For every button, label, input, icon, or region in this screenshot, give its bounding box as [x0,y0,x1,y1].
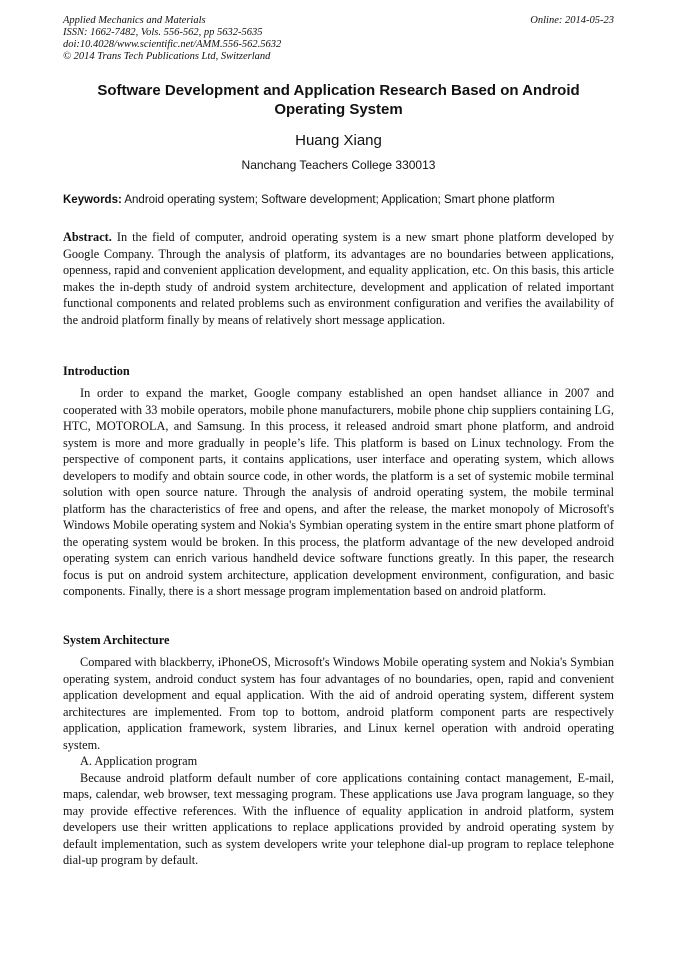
journal-name: Applied Mechanics and Materials [63,15,206,26]
system-architecture-section [63,654,614,869]
introduction-paragraph: In order to expand the market, Google company established an open handset alliance in 2007 and cooperated with 33 mobile operators, mobile phone manufacturers, mobile phone chip suppliers containing LG, HTC, MOTOROLA, and Samsung. In this process, it released android smart phone platform, and android system is more and more gradually in people’s life. This platform is based on Linux technology. From the perspective of component parts, it contains applications, user interface and operating system, which allows developers to modify and obtain source code, in other words, the platform is a set of systemic mobile terminal solution with open source nature. Through the analysis of android operating system, the mobile terminal platform has the characteristics of free and opens, and after the release, the market monopoly of Microsoft's Windows Mobile operating system and Nokia's Symbian operating system in the entire smart phone platform of the operating system would be broken. In this process, the platform advantage of the new developed android operating system can enrich various handheld device software functions greatly. In this paper, the research focus is put on android system architecture, application development environment, configuration, and basic components. Finally, there is a short message program implementation based on android platform. [63,386,614,598]
journal-header [63,15,463,63]
author-name: Huang Xiang [295,132,382,149]
abstract-section [63,229,614,328]
online-date: Online: 2014-05-23 [530,15,614,26]
abstract-text: In the field of computer, android operating system is a new smart phone platform developed by Google Company. Through the analysis of platform, its advantages are no boundaries between applications, openness, rapid and convenient application development, and equality application, etc. On this basis, this article makes the in-depth study of android system architecture, development and application of related important functional components and related problems such as environment configuration and verifies the availability of the android platform finally by means of relatively short message application. [63,230,614,327]
author-affiliation: Nanchang Teachers College 330013 [241,158,436,172]
keywords-text: Android operating system; Software development; Application; Smart phone platform [124,194,555,206]
doi-line: doi:10.4028/www.scientific.net/AMM.556-562.5632 [63,39,282,50]
keywords-line [63,193,623,208]
issn-line: ISSN: 1662-7482, Vols. 556-562, pp 5632-5635 [63,27,263,38]
keywords-label: Keywords: [63,194,122,206]
introduction-section [63,385,614,600]
copyright-line: © 2014 Trans Tech Publications Ltd, Switzerland [63,51,271,62]
application-program-subheading: A. Application program [80,754,198,768]
system-architecture-paragraph-1: Compared with blackberry, iPhoneOS, Microsoft's Windows Mobile operating system and Nokia's Symbian operating system, android conduct system has four advantages of no boundaries, open, rapid and convenient application development and equal application. With the aid of android operating system, different system architectures are implemented. From top to bottom, android platform component parts are respectively application, application framework, system libraries, and Linux kernel operation with android operating system. [63,655,614,752]
system-architecture-paragraph-2: Because android platform default number of core applications containing contact management, E-mail, maps, calendar, web browser, text messaging program. These applications use Java program language, so they may provide effective references. With the influence of equality application in android platform, system developers use their written applications to replace applications provided by android operating system by default implementation, such as system developers write your telephone dial-up program to replace telephone dial-up program by default. [63,770,614,867]
paper-title: Software Development and Application Research Based on Android Operating System [97,82,580,118]
abstract-label: Abstract. [63,230,112,244]
system-architecture-heading: System Architecture [63,633,170,647]
introduction-heading: Introduction [63,364,130,378]
